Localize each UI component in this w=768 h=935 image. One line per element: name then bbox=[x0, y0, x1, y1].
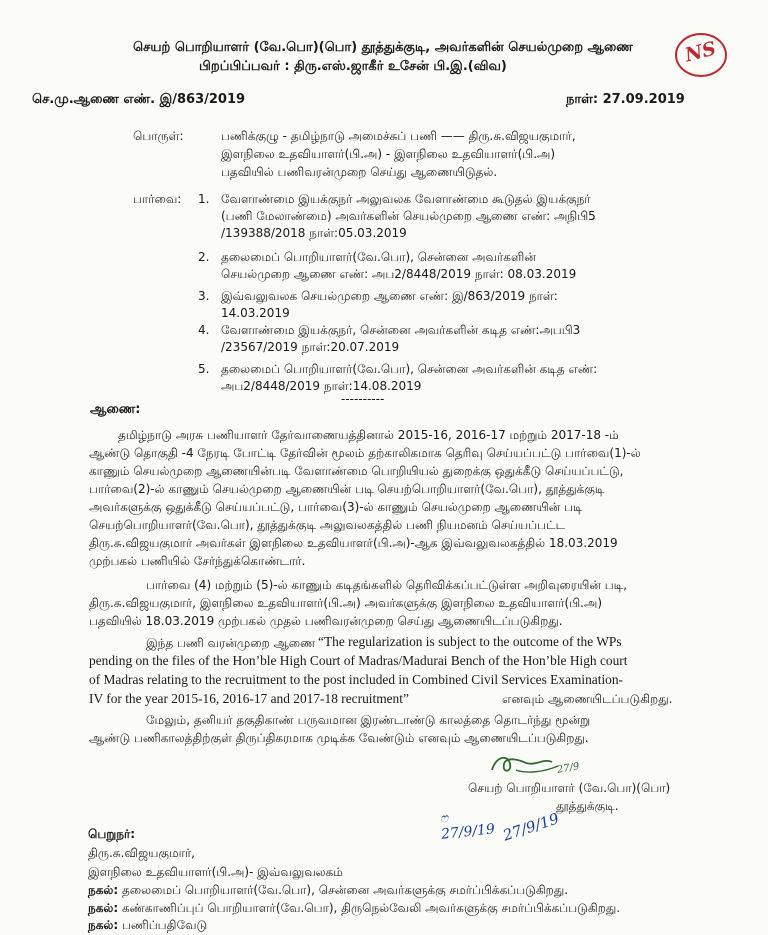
signature-place: தூத்துக்குடி. bbox=[556, 799, 619, 813]
subject-label: பொருள்: bbox=[133, 129, 184, 143]
copy-label: நகல்: bbox=[88, 883, 119, 897]
header-line-2: பிறப்பிப்பவர் : திரு.எஸ்.ஜாகீர் உசேன் பி.இ.(விவ) bbox=[199, 59, 507, 74]
reference-number: 3. bbox=[198, 289, 210, 303]
order-para2-line: திரு.சு.விஜயகுமார், இளநிலை உதவியாளர்(பி.அ) அவர்களுக்கு இளநிலை உதவியாளர்(பி.அ) bbox=[89, 596, 602, 610]
header-line-1: செயற் பொறியாளர் (வே.பொ)(பொ) தூத்துக்குடி, அவர்களின் செயல்முறை ஆணை bbox=[133, 40, 633, 55]
order-para1-line: தமிழ்நாடு அரசு பணியாளர் தேர்வாணையத்தினால் 2015-16, 2016-17 மற்றும் 2017-18 -ம் bbox=[118, 428, 619, 442]
order-para4-line: ஆண்டு பணிகாலத்திற்குள் திருப்திகரமாக முடிக்க வேண்டும் எனவும் ஆணையிடப்படுகிறது. bbox=[89, 731, 589, 745]
reference-number: 4. bbox=[198, 323, 210, 337]
recipient-designation: இளநிலை உதவியாளர்(பி.அ)- இவ்வலுவலகம் bbox=[88, 865, 343, 879]
order-date: நாள்: 27.09.2019 bbox=[566, 92, 685, 107]
signature-date: 27/9 bbox=[556, 761, 581, 776]
reference-line: அப2/8448/2019 நாள்:14.08.2019 bbox=[221, 379, 422, 393]
order-para3-lead: இந்த பணி வரன்முறை ஆணை bbox=[146, 636, 316, 650]
reference-number: 5. bbox=[198, 362, 210, 376]
reference-line: 14.03.2019 bbox=[221, 306, 290, 320]
order-label: ஆணை: bbox=[90, 402, 141, 417]
copy-text: கண்காணிப்புப் பொறியாளர்(வே.பொ), திருநெல்வேலி அவர்களுக்கு சமர்ப்பிக்கப்படுகிறது. bbox=[121, 901, 621, 915]
reference-line: /23567/2019 நாள்:20.07.2019 bbox=[221, 340, 400, 354]
copy-label: நகல்: bbox=[88, 918, 119, 932]
reference-number: 1. bbox=[198, 192, 210, 206]
order-para3-quote-line: IV for the year 2015-16, 2016-17 and 2017-18 recruitment” bbox=[89, 691, 409, 706]
copy-line bbox=[88, 918, 207, 934]
recipient-label: பெறுநர்: bbox=[88, 827, 136, 841]
references-divider: ---------- bbox=[341, 392, 385, 406]
order-para1-line: காணும் செயல்முறை ஆணையின்படி வேளாண்மை பொறியியல் துறைக்கு ஒதுக்கீடு செய்யப்பட்டு, bbox=[89, 464, 624, 478]
subject-line: இளநிலை உதவியாளர்(பி.அ) - இளநிலை உதவியாளர்(பி.அ) bbox=[221, 147, 556, 161]
order-para1-line: அவர்களுக்கு ஒதுக்கீடு செய்யப்பட்டு, பார்வை(3)-ல் காணும் செயல்முறை ஆணையின் படி bbox=[89, 500, 583, 514]
reference-line: (பணி மேலாண்மை) அவர்களின் செயல்முறை ஆணை எண்: அநிபி5 bbox=[221, 209, 596, 223]
references-label: பார்வை: bbox=[133, 192, 182, 206]
order-para1-line: ஆண்டு தொகுதி -4 நேரடி போட்டி தேர்வின் மூலம் தற்காலிகமாக தெரிவு செய்யப்பட்டு பார்வை(1)-ல் bbox=[89, 446, 641, 460]
order-para3-quote-line: pending on the files of the Hon’ble High Court of Madras/Madurai Bench of the Hon’ble High court bbox=[89, 653, 628, 668]
order-para2-line: பார்வை (4) மற்றும் (5)-ல் காணும் கடிதங்களில் தெரிவிக்கப்பட்டுள்ள அறிவுரையின் படி, bbox=[146, 578, 628, 592]
order-para1-line: பார்வை(2)-ல் காணும் செயல்முறை ஆணையின் படி செயற்பொறியாளர்(வே.பொ), தூத்துக்குடி bbox=[89, 482, 605, 496]
order-number: செ.மு.ஆணை எண். இ/863/2019 bbox=[32, 92, 246, 107]
signature-designation: செயற் பொறியாளர் (வே.பொ)(பொ) bbox=[468, 781, 671, 795]
order-para1-line: திரு.சு.விஜயகுமார் அவர்கள் இளநிலை உதவியாளர்(பி.அ)-ஆக இவ்வலுவலகத்தில் 18.03.2019 bbox=[89, 536, 618, 550]
reference-line: தலைமைப் பொறியாளர்(வே.பொ), சென்னை அவர்களின் bbox=[221, 250, 536, 264]
copy-text: தலைமைப் பொறியாளர்(வே.பொ), சென்னை அவர்களுக்கு சமர்ப்பிக்கப்படுகிறது. bbox=[121, 883, 569, 897]
reference-line: வேளாண்மை இயக்குநர் அலுவலக வேளாண்மை கூடுதல் இயக்குநர் bbox=[221, 192, 591, 206]
subject-line: பதவியில் பணிவரன்முறை செய்து ஆணையிடுதல். bbox=[221, 165, 498, 179]
order-para2-line: பதவியில் 18.03.2019 முற்பகல் முதல் பணிவரன்முறை செய்து ஆணையிடப்படுகிறது. bbox=[89, 614, 563, 628]
copy-line bbox=[88, 901, 620, 917]
copy-text: பணிப்பதிவேடு bbox=[121, 918, 208, 932]
order-para3-quote-line: of Madras relating to the recruitment to the post included in Combined Civil Services Examination- bbox=[89, 672, 624, 687]
subject-line: பணிக்குழு - தமிழ்நாடு அமைச்சுப் பணி —— திரு.சு.விஜயகுமார், bbox=[221, 129, 576, 143]
order-para4-line: மேலும், தனியர் தகுதிகாண் பருவமான இரண்டாண்டு காலத்தை தொடர்ந்து மூன்று bbox=[146, 713, 591, 727]
reference-line: வேளாண்மை இயக்குநர், சென்னை அவர்களின் கடித எண்:அபபி3 bbox=[221, 323, 581, 337]
reference-line: தலைமைப் பொறியாளர்(வே.பொ), சென்னை அவர்களின் கடித எண்: bbox=[221, 362, 598, 376]
reference-line: இவ்வலுவலக செயல்முறை ஆணை எண்: இ/863/2019 நாள்: bbox=[221, 289, 558, 303]
handwritten-note-1: 27/9/19 bbox=[440, 821, 496, 843]
recipient-name: திரு.சு.விஜயகுமார், bbox=[88, 846, 195, 860]
handwritten-note-2: 27/9/19 bbox=[500, 809, 562, 845]
order-para1-line: முற்பகல் பணியில் சேர்ந்துக்கொண்டார். bbox=[89, 554, 306, 568]
reference-line: செயல்முறை ஆணை எண்: அப2/8448/2019 நாள்: 08.03.2019 bbox=[221, 267, 577, 281]
reference-number: 2. bbox=[198, 250, 210, 264]
order-para1-line: செயற்பொறியாளர்(வே.பொ), தூத்துக்குடி அலுவலகத்தில் பணி நியமனம் செய்யப்பட்ட bbox=[89, 518, 566, 532]
handwritten-mark-text: NS bbox=[682, 37, 719, 67]
reference-line: /139388/2018 நாள்:05.03.2019 bbox=[221, 226, 407, 240]
copy-label: நகல்: bbox=[88, 901, 119, 915]
copy-line bbox=[88, 883, 568, 899]
handwritten-initial-glyph: ෆ bbox=[439, 810, 449, 826]
order-para3-tail: எனவும் ஆணையிடப்படுகிறது. bbox=[502, 692, 673, 706]
order-para3-quote-line: “The regularization is subject to the outcome of the WPs bbox=[318, 634, 622, 649]
